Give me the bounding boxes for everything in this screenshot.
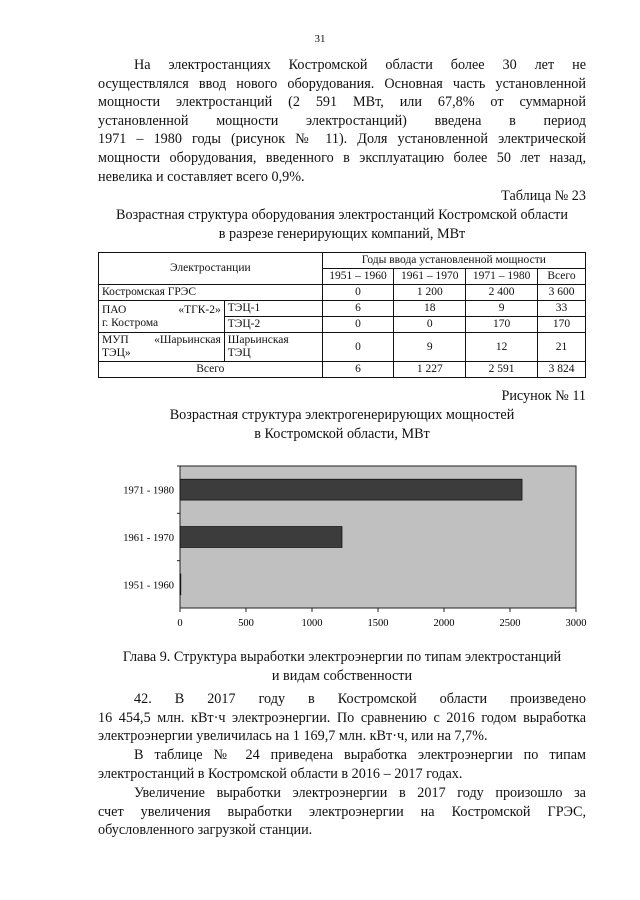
text-line: осуществлялся ввод нового оборудования. Основная часть установленной — [98, 75, 586, 92]
header-1961: 1961 – 1970 — [394, 269, 466, 285]
y-tick-label: 1971 - 1980 — [123, 485, 174, 497]
text-line: невелика и составляет всего 0,9%. — [98, 168, 305, 185]
bar — [180, 574, 181, 595]
total-label: Всего — [99, 362, 323, 378]
header-station: Электростанции — [99, 253, 323, 285]
cell-value: 1 227 — [394, 362, 466, 378]
bar — [180, 479, 522, 500]
page-number: 31 — [314, 33, 326, 45]
cell-value: 0 — [322, 317, 394, 333]
cell-value: 6 — [322, 362, 394, 378]
paragraph-increase — [98, 784, 586, 840]
x-tick-label: 2000 — [433, 618, 455, 629]
cell-value: 21 — [538, 333, 586, 362]
chapter-title — [98, 648, 586, 685]
text-line: мощности электростанций (2 591 МВт, или 67,8% от суммарной — [98, 94, 586, 111]
figure-title-line: в Костромской области, МВт — [254, 425, 430, 442]
cell-value: 9 — [466, 301, 538, 317]
table-row — [99, 285, 586, 301]
x-tick-label: 500 — [238, 618, 254, 629]
text-line: счет увеличения выработки электроэнергии на Костромской ГРЭС, — [98, 803, 586, 820]
chapter-title-line: Глава 9. Структура выработки электроэнергии по типам электростанций — [122, 649, 562, 665]
station-line: ТЭЦ — [227, 347, 251, 359]
cell-value: 1 200 — [394, 285, 466, 301]
cell-value: 18 — [394, 301, 466, 317]
bar — [180, 527, 342, 548]
intro-paragraph — [98, 56, 586, 186]
company-name — [99, 301, 225, 333]
bar-chart — [0, 452, 640, 642]
text-line: На электростанциях Костромской области более 30 лет не — [134, 57, 586, 73]
x-tick-label: 0 — [177, 618, 183, 629]
y-tick-label: 1961 - 1970 — [123, 533, 174, 544]
company-name — [99, 333, 225, 362]
text-line: установленной мощности электростанций) введена в период — [98, 112, 586, 129]
x-tick-label: 1000 — [301, 618, 323, 629]
cell-value: 6 — [322, 301, 394, 317]
company-line: ПАО «ТГК-2» — [102, 303, 221, 316]
x-tick-label: 1500 — [367, 618, 389, 629]
company-line: МУП «Шарьинская — [102, 334, 221, 346]
station-name: ТЭЦ-1 — [224, 301, 322, 317]
station-line: Шарьинская — [227, 334, 289, 346]
paragraph-42 — [98, 690, 586, 746]
table-title-line: Возрастная структура оборудования электростанций Костромской области — [116, 207, 568, 223]
text-line: В таблице № 24 приведена выработка электроэнергии по типам — [134, 747, 586, 763]
header-1951: 1951 – 1960 — [322, 269, 394, 285]
table-title-line: в разрезе генерирующих компаний, МВт — [218, 225, 466, 242]
cell-value: 33 — [538, 301, 586, 317]
company-line: г. Кострома — [102, 316, 159, 329]
text-line: мощности оборудования, введенного в эксплуатацию более 50 лет назад, — [98, 149, 586, 166]
paragraph-table24 — [98, 746, 586, 783]
station-name: Костромская ГРЭС — [99, 285, 323, 301]
cell-value: 0 — [322, 285, 394, 301]
cell-value: 3 824 — [538, 362, 586, 378]
text-line: 42. В 2017 году в Костромской области произведено — [134, 691, 586, 707]
table-row — [99, 333, 586, 362]
text-line: 16 454,5 млн. кВт·ч электроэнергии. По сравнению с 2016 годом выработка — [98, 709, 586, 726]
cell-value: 170 — [538, 317, 586, 333]
cell-value: 0 — [394, 317, 466, 333]
table-label: Таблица № 23 — [501, 188, 586, 204]
cell-value: 2 400 — [466, 285, 538, 301]
station-name: ТЭЦ-2 — [224, 317, 322, 333]
table-row-total — [99, 362, 586, 378]
company-line: ТЭЦ» — [102, 347, 131, 359]
text-line: обусловленного загрузкой станции. — [98, 822, 313, 839]
text-line: электроэнергии увеличилась на 1 169,7 млн. кВт·ч, или на 7,7%. — [98, 728, 488, 745]
x-tick-label: 3000 — [565, 618, 587, 629]
cell-value: 12 — [466, 333, 538, 362]
text-line: электростанций в Костромской области в 2016 – 2017 годах. — [98, 765, 463, 782]
figure-title-line: Возрастная структура электрогенерирующих мощностей — [169, 407, 515, 423]
chapter-title-line: и видам собственности — [271, 667, 413, 684]
cell-value: 0 — [322, 333, 394, 362]
table-row — [99, 301, 586, 317]
figure-title — [98, 406, 586, 443]
header-total: Всего — [538, 269, 586, 285]
y-tick-label: 1951 - 1960 — [123, 580, 174, 592]
data-table — [98, 252, 586, 378]
cell-value: 3 600 — [538, 285, 586, 301]
x-tick-label: 2500 — [499, 618, 521, 629]
figure-label: Рисунок № 11 — [501, 388, 586, 404]
cell-value: 170 — [466, 317, 538, 333]
station-name — [224, 333, 322, 362]
text-line: Увеличение выработки электроэнергии в 2017 году произошло за — [134, 785, 586, 801]
header-1971: 1971 – 1980 — [466, 269, 538, 285]
cell-value: 2 591 — [466, 362, 538, 378]
text-line: 1971 – 1980 годы (рисунок № 11). Доля установленной электрической — [98, 131, 586, 148]
table-title — [98, 206, 586, 243]
header-years: Годы ввода установленной мощности — [322, 253, 585, 269]
cell-value: 9 — [394, 333, 466, 362]
